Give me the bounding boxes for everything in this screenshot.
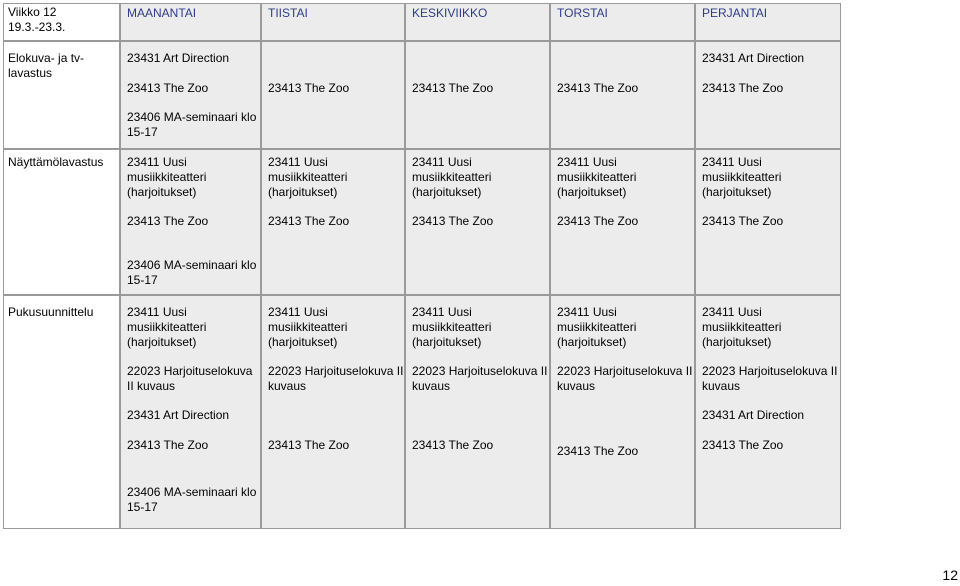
course-entry: musiikkiteatteri bbox=[268, 320, 348, 334]
row-label-cell bbox=[3, 295, 120, 529]
course-entry: kuvaus bbox=[412, 379, 451, 393]
course-entry: 23431 Art Direction bbox=[127, 408, 230, 422]
course-entry: musiikkiteatteri bbox=[557, 320, 637, 334]
course-entry: 23411 Uusi bbox=[557, 155, 617, 169]
course-entry: 23413 The Zoo bbox=[268, 438, 350, 452]
course-entry: (harjoitukset) bbox=[412, 185, 482, 199]
course-entry: (harjoitukset) bbox=[127, 335, 197, 349]
course-entry: (harjoitukset) bbox=[557, 335, 627, 349]
course-entry: 22023 Harjoituselokuva II bbox=[268, 364, 404, 378]
course-entry: 23413 The Zoo bbox=[127, 214, 209, 228]
day-header-keskiviikko: KESKIVIIKKO bbox=[412, 6, 488, 20]
day-header-maanantai: MAANANTAI bbox=[127, 6, 197, 20]
course-entry: 15-17 bbox=[127, 125, 158, 139]
course-entry: 23406 MA-seminaari klo bbox=[127, 110, 257, 124]
course-entry: musiikkiteatteri bbox=[268, 170, 348, 184]
course-entry: 23413 The Zoo bbox=[702, 438, 784, 452]
day-header-perjantai: PERJANTAI bbox=[702, 6, 768, 20]
course-entry: 23413 The Zoo bbox=[702, 214, 784, 228]
course-entry: 23406 MA-seminaari klo bbox=[127, 258, 257, 272]
course-entry: 23411 Uusi bbox=[412, 305, 472, 319]
course-entry: 23413 The Zoo bbox=[268, 214, 350, 228]
course-entry: 23411 Uusi bbox=[702, 305, 762, 319]
row-label-cell bbox=[3, 149, 120, 295]
course-entry: 15-17 bbox=[127, 500, 158, 514]
course-entry: (harjoitukset) bbox=[557, 185, 627, 199]
course-entry: (harjoitukset) bbox=[412, 335, 482, 349]
row-label: Elokuva- ja tv- bbox=[8, 51, 85, 65]
course-entry: 23411 Uusi bbox=[268, 305, 328, 319]
course-entry: kuvaus bbox=[702, 379, 741, 393]
week-label: Viikko 12 bbox=[8, 5, 57, 19]
course-entry: (harjoitukset) bbox=[268, 335, 338, 349]
course-entry: 23413 The Zoo bbox=[557, 444, 639, 458]
course-entry: kuvaus bbox=[268, 379, 307, 393]
course-entry: 23411 Uusi bbox=[412, 155, 472, 169]
course-entry: 23411 Uusi bbox=[268, 155, 328, 169]
course-entry: 23431 Art Direction bbox=[702, 51, 805, 65]
course-entry: II kuvaus bbox=[127, 379, 176, 393]
course-entry: musiikkiteatteri bbox=[127, 320, 207, 334]
course-entry: 23411 Uusi bbox=[127, 155, 187, 169]
course-entry: (harjoitukset) bbox=[268, 185, 338, 199]
course-entry: 15-17 bbox=[127, 273, 158, 287]
course-entry: 23406 MA-seminaari klo bbox=[127, 485, 257, 499]
course-entry: kuvaus bbox=[557, 379, 596, 393]
course-entry: 23411 Uusi bbox=[127, 305, 187, 319]
course-entry: 23431 Art Direction bbox=[127, 51, 230, 65]
course-entry: 23413 The Zoo bbox=[412, 81, 494, 95]
row-label: lavastus bbox=[8, 66, 53, 80]
row-label: Näyttämölavastus bbox=[8, 155, 104, 169]
course-entry: 23413 The Zoo bbox=[702, 81, 784, 95]
course-entry: musiikkiteatteri bbox=[127, 170, 207, 184]
course-entry: musiikkiteatteri bbox=[702, 170, 782, 184]
course-entry: 23411 Uusi bbox=[557, 305, 617, 319]
day-header-torstai: TORSTAI bbox=[557, 6, 608, 20]
day-header-tiistai: TIISTAI bbox=[268, 6, 308, 20]
course-entry: 23413 The Zoo bbox=[127, 438, 209, 452]
course-entry: 22023 Harjoituselokuva II bbox=[702, 364, 838, 378]
course-entry: 22023 Harjoituselokuva II bbox=[412, 364, 548, 378]
course-entry: musiikkiteatteri bbox=[702, 320, 782, 334]
course-entry: 23413 The Zoo bbox=[412, 438, 494, 452]
course-entry: musiikkiteatteri bbox=[412, 320, 492, 334]
course-entry: (harjoitukset) bbox=[702, 335, 772, 349]
row-label: Pukusuunnittelu bbox=[8, 305, 94, 319]
course-entry: (harjoitukset) bbox=[702, 185, 772, 199]
course-entry: 23413 The Zoo bbox=[412, 214, 494, 228]
course-entry: 22023 Harjoituselokuva bbox=[127, 364, 253, 378]
course-entry: musiikkiteatteri bbox=[412, 170, 492, 184]
course-entry: (harjoitukset) bbox=[127, 185, 197, 199]
course-entry: 23413 The Zoo bbox=[557, 81, 639, 95]
course-entry: 22023 Harjoituselokuva II bbox=[557, 364, 693, 378]
course-entry: 23413 The Zoo bbox=[127, 81, 209, 95]
course-entry: 23413 The Zoo bbox=[268, 81, 350, 95]
week-dates: 19.3.-23.3. bbox=[8, 20, 66, 34]
course-entry: 23413 The Zoo bbox=[557, 214, 639, 228]
course-entry: 23431 Art Direction bbox=[702, 408, 805, 422]
course-entry: musiikkiteatteri bbox=[557, 170, 637, 184]
page-number: 12 bbox=[942, 567, 958, 583]
course-entry: 23411 Uusi bbox=[702, 155, 762, 169]
